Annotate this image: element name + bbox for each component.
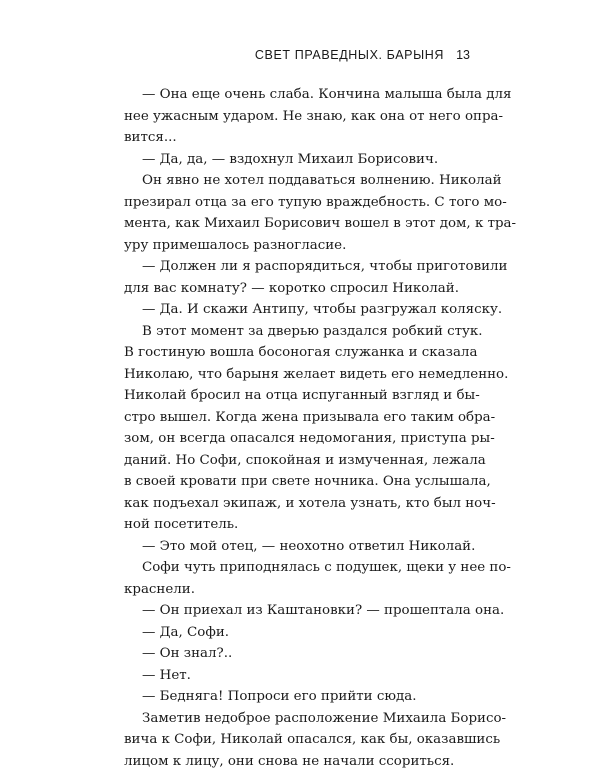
text-line: как подъехал экипаж, и хотела узнать, кто был ноч- — [124, 493, 459, 515]
text-line: — Она еще очень слаба. Кончина малыша была для — [124, 84, 459, 106]
text-line: стро вышел. Когда жена призывала его таким обра- — [124, 407, 459, 429]
text-line: мента, как Михаил Борисович вошел в этот дом, к тра- — [124, 213, 459, 235]
text-line: — Бедняга! Попроси его прийти сюда. — [124, 686, 459, 708]
text-line: в своей кровати при свете ночника. Она услышала, — [124, 471, 459, 493]
text-line: — Должен ли я распорядиться, чтобы приготовили — [124, 256, 459, 278]
text-line: презирал отца за его тупую враждебность. С того мо- — [124, 192, 459, 214]
text-line: вича к Софи, Николай опасался, как бы, оказавшись — [124, 729, 459, 751]
text-line: Николай бросил на отца испуганный взгляд и бы- — [124, 385, 459, 407]
text-line: Софи чуть приподнялась с подушек, щеки у нее по- — [124, 557, 459, 579]
text-line: В гостиную вошла босоногая служанка и сказала — [124, 342, 459, 364]
text-line: даний. Но Софи, спокойная и измученная, лежала — [124, 450, 459, 472]
text-line: уру примешалось разногласие. — [124, 235, 459, 257]
text-line: Николаю, что барыня желает видеть его немедленно. — [124, 364, 459, 386]
text-line: — Да. И скажи Антипу, чтобы разгружал коляску. — [124, 299, 459, 321]
text-line: ной посетитель. — [124, 514, 459, 536]
text-line: для вас комнату? — коротко спросил Николай. — [124, 278, 459, 300]
text-line: зом, он всегда опасался недомогания, приступа ры- — [124, 428, 459, 450]
text-line: вится... — [124, 127, 459, 149]
text-line: краснели. — [124, 579, 459, 601]
text-line: — Это мой отец, — неохотно ответил Николай. — [124, 536, 459, 558]
text-line: — Нет. — [124, 665, 459, 687]
text-line: лицом к лицу, они снова не начали ссориться. — [124, 751, 459, 772]
body-text — [124, 84, 459, 772]
text-line: — Он знал?.. — [124, 643, 459, 665]
page-number: 13 — [456, 48, 470, 62]
running-title: СВЕТ ПРАВЕДНЫХ. БАРЫНЯ — [255, 48, 444, 62]
text-line: Он явно не хотел поддаваться волнению. Николай — [124, 170, 459, 192]
text-line: — Он приехал из Каштановки? — прошептала она. — [124, 600, 459, 622]
text-line: Заметив недоброе расположение Михаила Борисо- — [124, 708, 459, 730]
text-line: В этот момент за дверью раздался робкий стук. — [124, 321, 459, 343]
text-line: — Да, Софи. — [124, 622, 459, 644]
text-line: нее ужасным ударом. Не знаю, как она от него опра- — [124, 106, 459, 128]
text-line: — Да, да, — вздохнул Михаил Борисович. — [124, 149, 459, 171]
